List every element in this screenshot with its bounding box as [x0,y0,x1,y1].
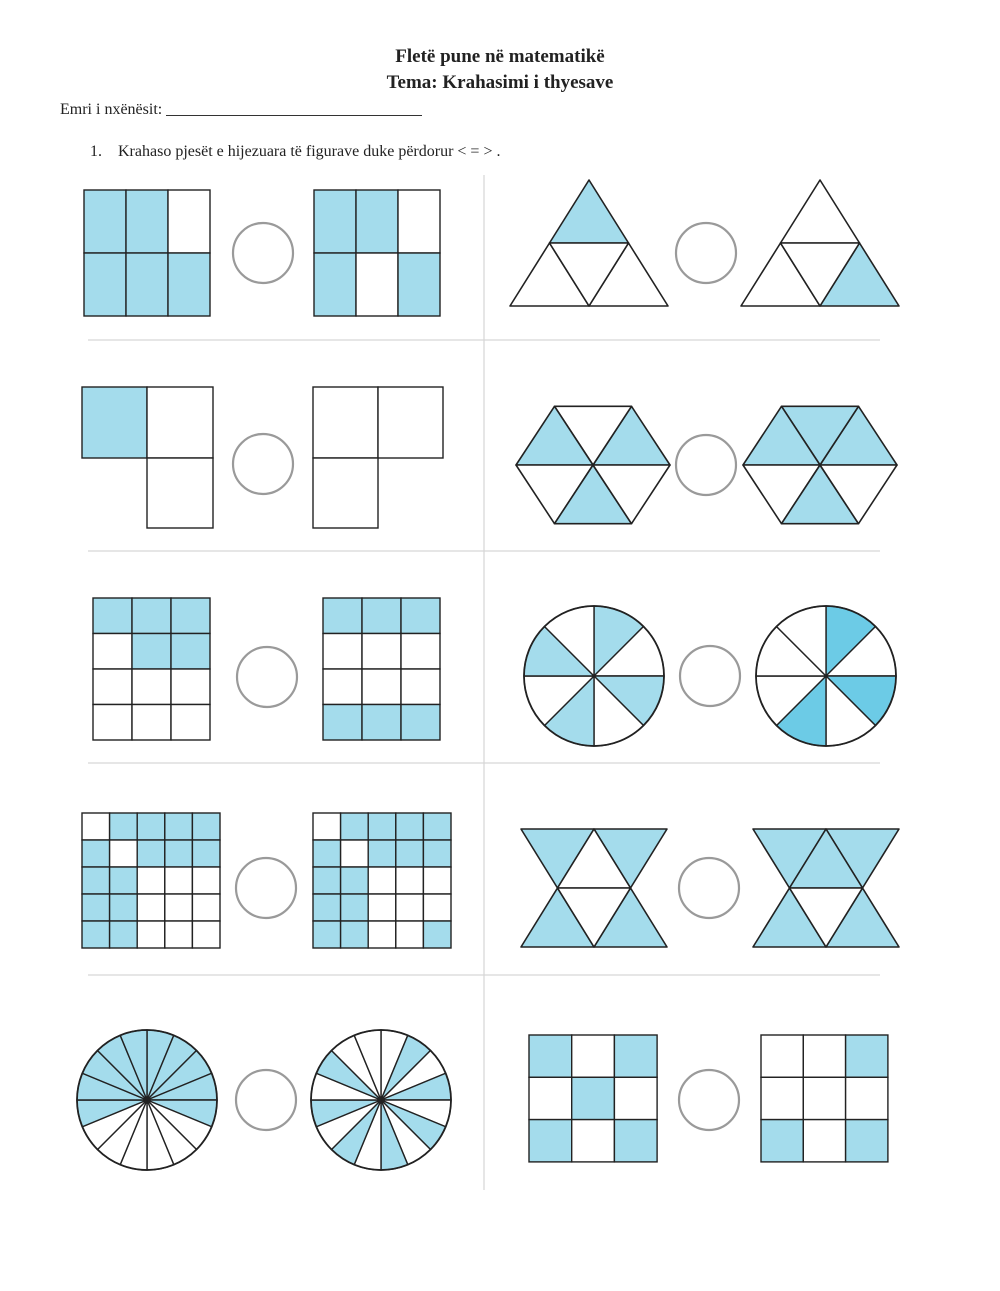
grid-cell [93,705,132,741]
grid-cell [761,1077,803,1119]
grid-cell [396,840,424,867]
grid-cell [168,253,210,316]
grid-cell [396,894,424,921]
grid-cell [529,1120,572,1162]
grid-cell [313,867,341,894]
grid-cell [110,894,138,921]
grid-cell [761,1120,803,1162]
grid-cell [846,1120,888,1162]
grid-cell [362,634,401,670]
grid-cell [314,253,356,316]
answer-circle[interactable] [233,223,293,283]
grid-cell [165,813,193,840]
grid-cell [614,1077,657,1119]
grid-cell [341,813,369,840]
hexagon-b [743,406,897,523]
grid-cell [401,705,440,741]
grid-cell [192,840,220,867]
task-number: 1. [90,143,102,160]
grid-cell [82,813,110,840]
grid-cell [423,867,451,894]
grid-cell [171,705,210,741]
triangle-part [781,180,860,243]
grid-cell [362,598,401,634]
grid-cell [171,634,210,670]
triangle-a [510,180,668,306]
grid-cell [82,840,110,867]
grid-cell [84,253,126,316]
grid-cell [137,813,165,840]
grid-cell [368,813,396,840]
answer-circle[interactable] [679,858,739,918]
grid-cell [401,634,440,670]
grid-cell [192,867,220,894]
grid-cell [368,867,396,894]
rect-3x2-a [84,190,210,316]
grid-cell [401,598,440,634]
grid-cell [313,921,341,948]
grid-cell [192,813,220,840]
pie-8-b [756,606,896,746]
grid-3x4-b [323,598,440,740]
grid-cell [82,894,110,921]
grid-cell [323,634,362,670]
grid-cell [529,1077,572,1119]
grid-cell [93,598,132,634]
grid-cell [614,1035,657,1077]
grid-cell [368,921,396,948]
grid-cell [126,253,168,316]
grid-cell [132,634,171,670]
grid-cell [803,1077,845,1119]
pie-16-b [311,1030,451,1170]
grid-cell [368,894,396,921]
grid-cell [362,669,401,705]
grid-cell [423,921,451,948]
l-part [313,458,378,528]
grid-cell [313,813,341,840]
grid-cell [313,840,341,867]
grid-cell [168,190,210,253]
answer-circle[interactable] [676,223,736,283]
grid-cell [423,894,451,921]
grid-cell [341,894,369,921]
grid-cell [368,840,396,867]
grid-cell [132,669,171,705]
grid-cell [323,598,362,634]
l-shape-a [82,387,213,528]
grid-cell [529,1035,572,1077]
grid-cell [423,813,451,840]
worksheet-title: Fletë pune në matematikë [395,46,605,67]
grid-cell [137,921,165,948]
worksheet-topic: Tema: Krahasimi i thyesave [386,72,614,93]
grid-cell [341,840,369,867]
grid-cell [192,894,220,921]
grid-cell [341,867,369,894]
l-shape-b [313,387,443,528]
grid-cell [110,867,138,894]
hourglass-a [521,829,667,947]
grid-cell [572,1035,615,1077]
grid-cell [396,867,424,894]
grid-cell [314,190,356,253]
hexagon-a [516,406,670,523]
answer-circle[interactable] [236,1070,296,1130]
grid-cell [110,921,138,948]
grid-cell [110,840,138,867]
l-part [313,387,378,458]
answer-circle[interactable] [680,646,740,706]
grid-cell [93,669,132,705]
grid-cell [341,921,369,948]
grid-cell [803,1120,845,1162]
rect-3x2-b [314,190,440,316]
grid-cell [572,1120,615,1162]
grid-cell [614,1120,657,1162]
grid-cell [84,190,126,253]
grid-5x5-b [313,813,451,948]
triangle-part [550,180,629,243]
pie-8-a [524,606,664,746]
grid-cell [846,1077,888,1119]
pie-16-a [77,1030,217,1170]
l-part [82,387,147,458]
grid-cell [572,1077,615,1119]
grid-cell [165,840,193,867]
grid-cell [132,598,171,634]
grid-cell [423,840,451,867]
grid-cell [396,813,424,840]
grid-cell [137,867,165,894]
grid-cell [398,190,440,253]
grid-cell [171,598,210,634]
answer-circle[interactable] [233,434,293,494]
grid-cell [761,1035,803,1077]
grid-cell [313,894,341,921]
hourglass-b [753,829,899,947]
grid-cell [82,867,110,894]
grid-5x5-a [82,813,220,948]
grid-cell [356,190,398,253]
answer-circle[interactable] [237,647,297,707]
grid-cell [846,1035,888,1077]
answer-circle[interactable] [236,858,296,918]
triangle-b [741,180,899,306]
grid-cell [398,253,440,316]
grid-cell [171,669,210,705]
grid-3x4-a [93,598,210,740]
grid-cell [165,921,193,948]
grid-cell [137,840,165,867]
grid-cell [803,1035,845,1077]
l-part [378,387,443,458]
grid-cell [93,634,132,670]
answer-circle[interactable] [676,435,736,495]
l-part [147,458,213,528]
student-name-label: Emri i nxënësit: [60,101,163,118]
grid-cell [126,190,168,253]
grid-cell [132,705,171,741]
grid-cell [82,921,110,948]
grid-cell [165,894,193,921]
grid-cell [110,813,138,840]
answer-circle[interactable] [679,1070,739,1130]
l-part [147,387,213,458]
grid-cell [137,894,165,921]
grid-cell [401,669,440,705]
grid-cell [362,705,401,741]
grid-3x3-b [761,1035,888,1162]
grid-cell [396,921,424,948]
grid-cell [323,669,362,705]
task-text: Krahaso pjesët e hijezuara të figurave duke përdorur < = > . [118,143,501,160]
grid-cell [356,253,398,316]
grid-cell [323,705,362,741]
grid-cell [192,921,220,948]
grid-3x3-a [529,1035,657,1162]
grid-cell [165,867,193,894]
